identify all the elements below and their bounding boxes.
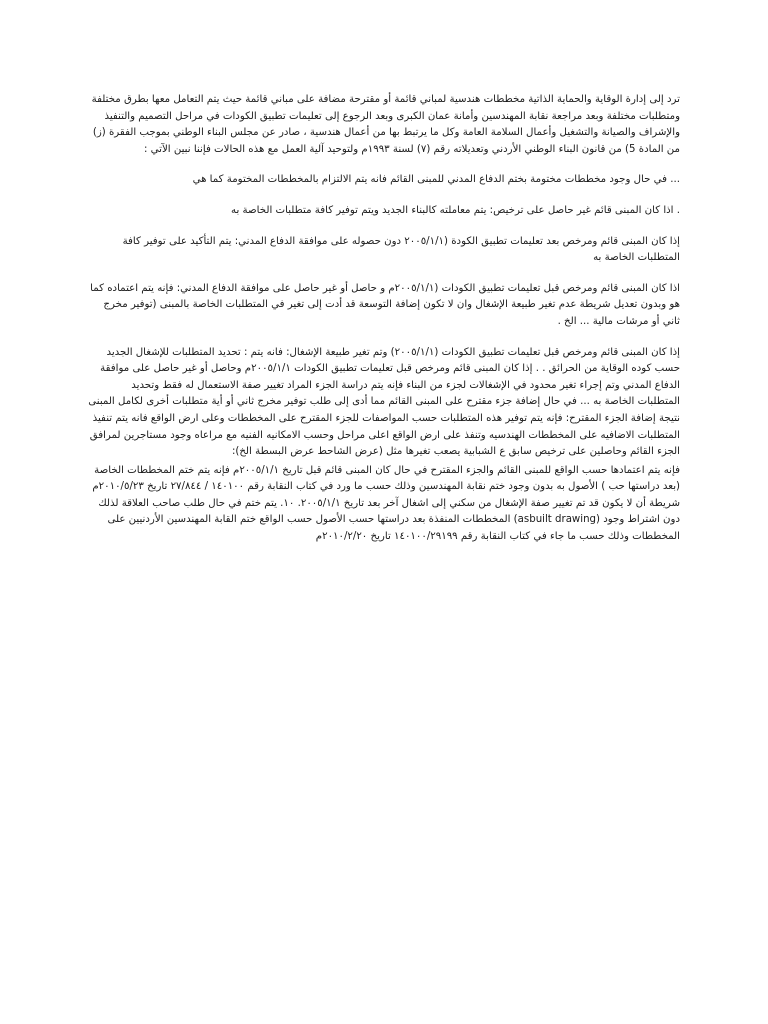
- paragraph-licensed-before-code: اذا كان المبنى قائم ومرخص قبل تعليمات تطبيق الكودات (٢٠٠٥/١/١م و حاصل أو غير حاصل على موافقة الدفاع المدني: فإنه يتم اعتماده كما هو وبدون تعديل شريطة عدم تغير طبيعة الإشغال وان لا تكون إضافة التوسعة قد أدت إلى تغير في المتطلبات الخاصة بالمبنى (توفير مخرج ثاني أو مرشات مالية ... الخ .: [90, 282, 680, 327]
- intro-paragraph: ترد إلى إدارة الوقاية والحماية الذاتية مخططات هندسية لمباني قائمة أو مقترحة مضافة على مباني قائمة حيث يتم التعامل معها بطرق مختلفة ومتطلبات مختلفة وبعد مراجعة نقابة المهندسين وأمانة عمان الكبرى وبعد الرجوع إلى تعليمات تطبيق الكودات في مراحل التصميم والتنفيذ والإشراف والصيانة والتشغيل وأعمال السلامة العامة وكل ما يرتبط بها من أعمال هندسية ، صادر عن مجلس البناء الوطني بموجب الفقرة (ز) من المادة 5) من قانون البناء الوطني الأردني وتعديلاته رقم (٧) لسنة ١٩٩٣م ولتوحيد آلية العمل مع هذه الحالات فإننا نبين الآتي :: [91, 94, 680, 155]
- paragraph-unlicensed-building: . اذا كان المبنى قائم غير حاصل على ترخيص: يتم معاملته كالبناء الجديد ويتم توفير كافة متطلبات الخاصة به: [231, 204, 680, 216]
- paragraph-licensed-after-code: إذا كان المبنى قائم ومرخص بعد تعليمات تطبيق الكودة (٢٠٠٥/١/١ دون حصوله على موافقة الدفاع المدني: يتم التأكيد على توفير كافة المتطلبات الخاصة به: [122, 235, 680, 264]
- paragraph-occupancy-change: إذا كان المبنى قائم ومرخص قبل تعليمات تطبيق الكودات (٢٠٠٥/١/١) وتم تغير طبيعة الإشغال: فانه يتم : تحديد المتطلبات للإشغال الجديد حسب كوده الوقاية من الحرائق . . إذا كان المبنى قائم ومرخص قبل تعليمات تطبيق الكودات ٢٠٠٥/١/١م وحاصل أو غير حاصل على موافقة الدفاع المدني وتم إجراء تغير محدود في الإشغالات لجزء من البناء فإنه يتم دراسة الجزء المراد تغيير صفة الاستعمال له فقط وتحديد المتطلبات الخاصة به ... في حال إضافة جزء مقترح على المبنى القائم مما أدى إلى طلب توفير مخرج ثاني أو أية متطلبات أخرى لكامل المبنى نتيجة إضافة الجزء المقترح: فإنه يتم توفير هذه المتطلبات حسب المواصفات للجزء المقترح على المخططات وعلى ارض الواقع فانه يتم تنفيذ المتطلبات الاضافيه على المخططات الهندسيه وتنفذ على ارض الواقع اعلى مراحل وحسب الامكانيه الفنيه مع مراعاه وجود مستاجرين لمرافق الجزء القائم وحاصلين على ترخيص سابق ع الشبابية يصعب تغيرها مثل (عرض الشاحط عرض البسطة الخ):: [88, 346, 680, 458]
- document-body: [88, 92, 680, 546]
- paragraph-stamped-plans: ... في حال وجود مخططات مختومة بختم الدفاع المدني للمبنى القائم فانه يتم الالتزام بالمخططات المختومة كما هي: [192, 174, 680, 186]
- paragraph-approval-stamping: فإنه يتم اعتمادها حسب الواقع للمبنى القائم والجزء المقترح في حال كان المبنى قائم قبل تاريخ ٢٠٠٥/١/١م فإنه يتم ختم المخططات الخاصة (بعد دراستها حب ) الأصول به بدون وجود ختم نقابة المهندسين وذلك حسب ما ورد في كتاب النقابة رقم ١٤٠١٠٠ / ٢٧/٨٤٤ تاريخ ٢٠١٠/٥/٢٣م شريطة أن لا يكون قد تم تغيير صفة الإشغال من سكني إلى اشغال آخر بعد تاريخ ٢٠٠٥/١/١. ١٠. يتم ختم في حال طلب صاحب العلاقة لذلك دون اشتراط وجود (asbuilt drawing) المخططات المنفذة بعد دراستها حسب الأصول حسب الواقع ختم القابة المهندسين الأردنيين على المخططات وذلك حسب ما جاء في كتاب النقابة رقم ١٤٠١٠٠/٢٩١٩٩ تاريخ ٢٠١٠/٢/٢٠م: [92, 464, 680, 543]
